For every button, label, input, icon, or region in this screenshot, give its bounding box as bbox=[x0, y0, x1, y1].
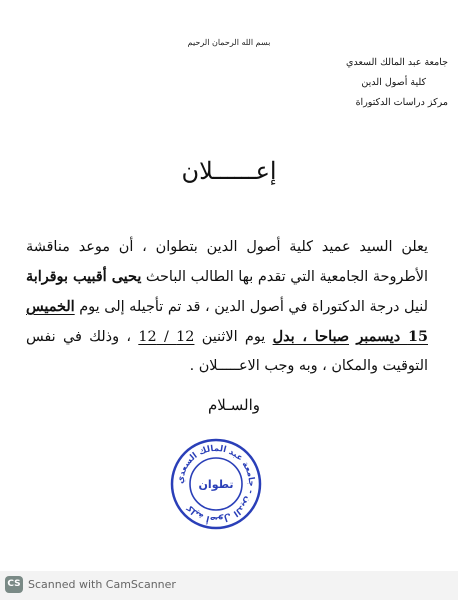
announcement-title: إعــــــلان bbox=[181, 157, 277, 185]
scanner-watermark-text: Scanned with CamScanner bbox=[28, 578, 176, 591]
body-line-5: وجب الاعـــــلان . bbox=[189, 358, 295, 374]
faculty-name: كلية أصول الدين bbox=[361, 77, 426, 88]
body-line-4: صباحا ، بدل يوم الاثنين 12 / 12 ، وذلك في نفس التوقيت والمكان ، وبه bbox=[26, 328, 428, 374]
closing-greeting: والسـلام bbox=[208, 396, 260, 414]
old-date: 12 / 12 bbox=[138, 329, 195, 345]
body-line-1: يعلن السيد عميد كلية أصول الدين بتطوان ، أن موعد مناقشة bbox=[26, 239, 428, 255]
faculty-stamp bbox=[170, 438, 262, 530]
body-line-2: الأطروحة الجامعية التي تقدم بها الطالب الباحث يحيى أقبيب بوقرابة لنيل bbox=[26, 268, 429, 315]
doctoral-center-name: مركز دراسات الدكتوراة bbox=[355, 97, 448, 108]
stamp-center-text: تطوان bbox=[198, 478, 234, 491]
university-name: جامعة عبد المالك السعدي bbox=[346, 57, 448, 68]
body-line-3: درجة الدكتوراة في أصول الدين ، قد تم تأجيله إلى يوم الخميس 15 ديسمبر bbox=[26, 298, 428, 345]
announcement-body bbox=[26, 233, 428, 381]
morning-instead: صباحا ، بدل bbox=[272, 328, 350, 345]
basmala: بسم الله الرحمان الرحيم bbox=[187, 38, 271, 47]
camscanner-logo-icon: CS bbox=[5, 576, 23, 593]
new-date: الخميس 15 ديسمبر bbox=[26, 298, 428, 345]
stamp-ring-text: كلية أصول الدين - جامعة عبد المالك السعدي bbox=[175, 443, 257, 525]
institution-header bbox=[258, 58, 448, 118]
student-name: يحيى أقبيب بوقرابة bbox=[26, 268, 142, 285]
